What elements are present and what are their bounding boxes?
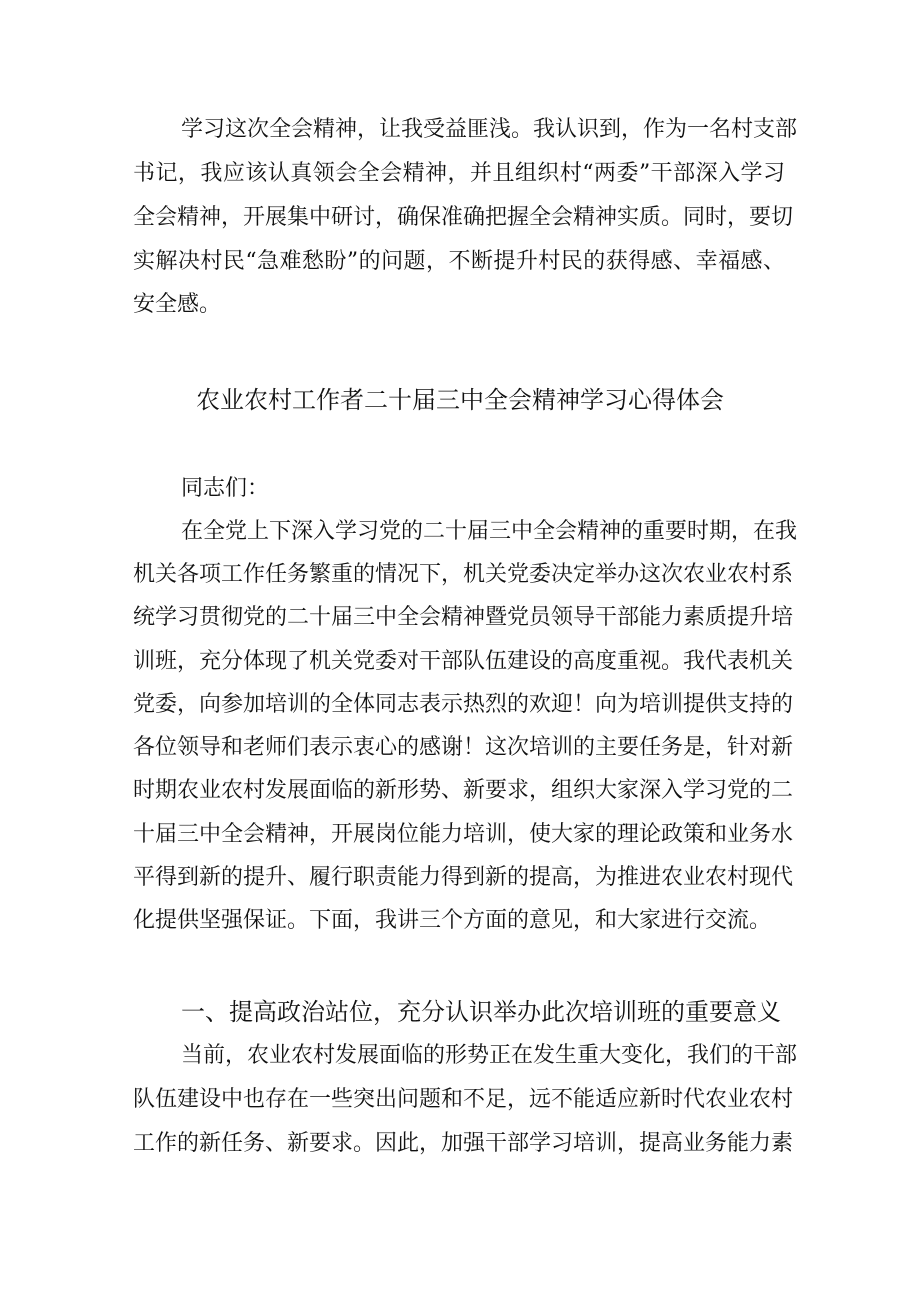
- paragraph-line: 统学习贯彻党的二十届三中全会精神暨党员领导干部能力素质提升培: [133, 605, 794, 630]
- paragraph-line: 化提供坚强保证。下面，我讲三个方面的意见，和大家进行交流。: [133, 908, 772, 933]
- paragraph-line: 队伍建设中也存在一些突出问题和不足，远不能适应新时代农业农村: [133, 1087, 794, 1112]
- paragraph-line: 训班，充分体现了机关党委对干部队伍建设的高度重视。我代表机关: [133, 649, 794, 674]
- paragraph-line: 全会精神，开展集中研讨，确保准确把握全会精神实质。同时，要切: [133, 205, 794, 230]
- paragraph-line: 安全感。: [133, 292, 222, 317]
- salutation: 同志们：: [181, 476, 270, 501]
- paragraph-line: 平得到新的提升、履行职责能力得到新的提高，为推进农业农村现代: [133, 865, 794, 890]
- paragraph-line: 党委，向参加培训的全体同志表示热烈的欢迎！向为培训提供支持的: [133, 692, 794, 717]
- paragraph-line: 当前，农业农村发展面临的形势正在发生重大变化，我们的干部: [181, 1043, 798, 1068]
- paragraph-line: 工作的新任务、新要求。因此，加强干部学习培训，提高业务能力素: [133, 1131, 794, 1156]
- paragraph-line: 在全党上下深入学习党的二十届三中全会精神的重要时期，在我: [181, 519, 798, 544]
- paragraph-line: 十届三中全会精神，开展岗位能力培训，使大家的理论政策和业务水: [133, 822, 794, 847]
- paragraph-line: 实解决村民“急难愁盼”的问题，不断提升村民的获得感、幸福感、: [133, 249, 785, 274]
- paragraph-line: 各位领导和老师们表示衷心的感谢！这次培训的主要任务是，针对新: [133, 735, 794, 760]
- article-title: 农业农村工作者二十届三中全会精神学习心得体会: [196, 386, 724, 414]
- paragraph-line: 机关各项工作任务繁重的情况下，机关党委决定举办这次农业农村系: [133, 562, 794, 587]
- paragraph-line: 学习这次全会精神，让我受益匪浅。我认识到，作为一名村支部: [181, 117, 798, 142]
- paragraph-line: 时期农业农村发展面临的新形势、新要求，组织大家深入学习党的二: [133, 778, 794, 803]
- section-heading: 一、提高政治站位，充分认识举办此次培训班的重要意义: [181, 998, 781, 1026]
- paragraph-line: 书记，我应该认真领会全会精神，并且组织村“两委”干部深入学习: [133, 161, 785, 186]
